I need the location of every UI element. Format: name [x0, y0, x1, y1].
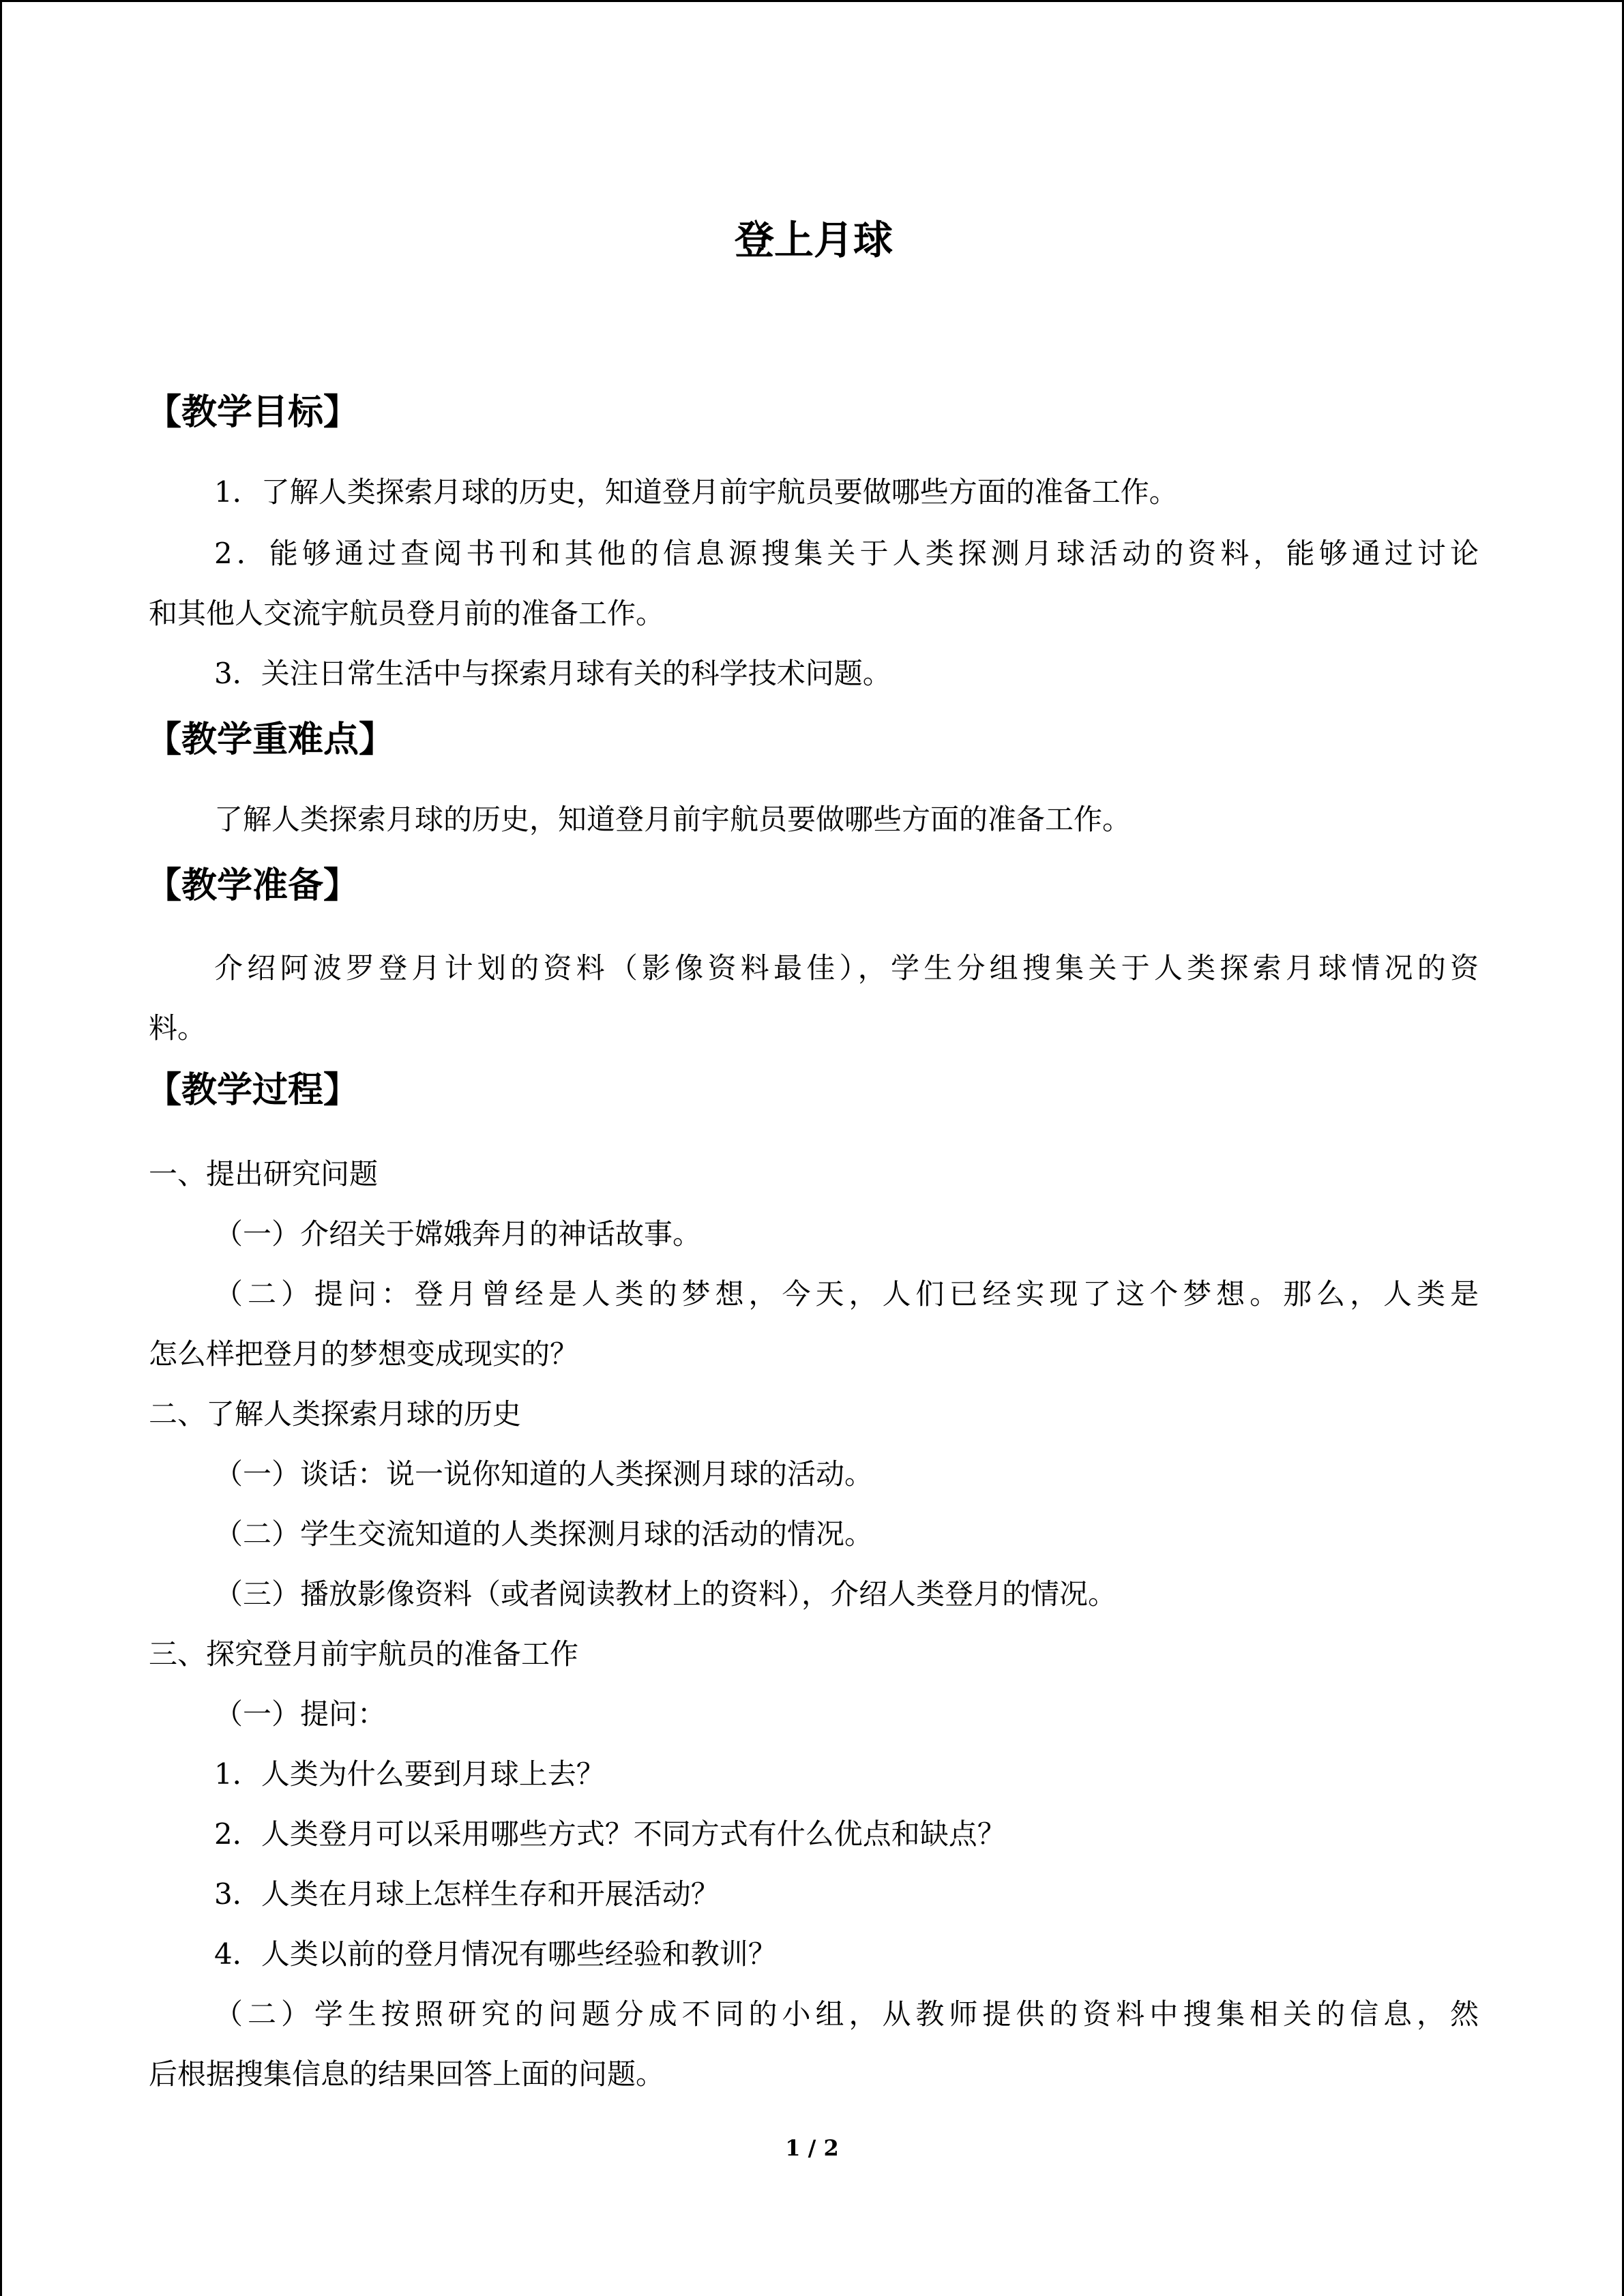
- section-heading-preparation: 【教学准备】: [146, 865, 359, 906]
- process-line: （二）学生按照研究的问题分成不同的小组，从教师提供的资料中搜集相关的信息，然: [214, 1997, 1479, 2031]
- process-line: 一、提出研究问题: [149, 1157, 379, 1191]
- process-line: （一）谈话：说一说你知道的人类探测月球的活动。: [214, 1457, 874, 1491]
- process-line: （二）学生交流知道的人类探测月球的活动的情况。: [214, 1517, 874, 1551]
- process-line: （二）提问：登月曾经是人类的梦想，今天，人们已经实现了这个梦想。那么，人类是: [214, 1277, 1479, 1311]
- section-heading-key-points: 【教学重难点】: [146, 719, 395, 760]
- section-heading-objectives: 【教学目标】: [146, 392, 359, 433]
- page-number: 1 / 2: [785, 2135, 839, 2161]
- process-line: 后根据搜集信息的结果回答上面的问题。: [149, 2057, 665, 2091]
- process-line: （三）播放影像资料（或者阅读教材上的资料），介绍人类登月的情况。: [214, 1577, 1117, 1611]
- section-heading-process: 【教学过程】: [146, 1070, 359, 1111]
- page-title: 登上月球: [734, 217, 893, 263]
- process-line: （一）介绍关于嫦娥奔月的神话故事。: [214, 1217, 702, 1251]
- objective-line-1: 1．了解人类探索月球的历史，知道登月前宇航员要做哪些方面的准备工作。: [214, 475, 1178, 509]
- process-line: 4．人类以前的登月情况有哪些经验和教训？: [214, 1937, 777, 1971]
- preparation-line-2: 料。: [149, 1011, 207, 1045]
- preparation-line-1: 介绍阿波罗登月计划的资料（影像资料最佳），学生分组搜集关于人类探索月球情况的资: [214, 951, 1479, 985]
- process-line: 三、探究登月前宇航员的准备工作: [149, 1637, 579, 1671]
- process-line: 1．人类为什么要到月球上去？: [214, 1757, 605, 1791]
- process-line: 怎么样把登月的梦想变成现实的？: [149, 1337, 579, 1371]
- process-line: 3．人类在月球上怎样生存和开展活动？: [214, 1877, 720, 1911]
- process-line: 2．人类登月可以采用哪些方式？不同方式有什么优点和缺点？: [214, 1817, 1006, 1851]
- objective-line-2-cont: 和其他人交流宇航员登月前的准备工作。: [149, 597, 665, 630]
- objective-line-3: 3．关注日常生活中与探索月球有关的科学技术问题。: [214, 657, 891, 690]
- objective-line-2: 2．能够通过查阅书刊和其他的信息源搜集关于人类探测月球活动的资料，能够通过讨论: [214, 537, 1479, 570]
- process-line: 二、了解人类探索月球的历史: [149, 1397, 522, 1431]
- process-line: （一）提问：: [214, 1697, 387, 1731]
- key-points-line-1: 了解人类探索月球的历史，知道登月前宇航员要做哪些方面的准备工作。: [214, 803, 1132, 836]
